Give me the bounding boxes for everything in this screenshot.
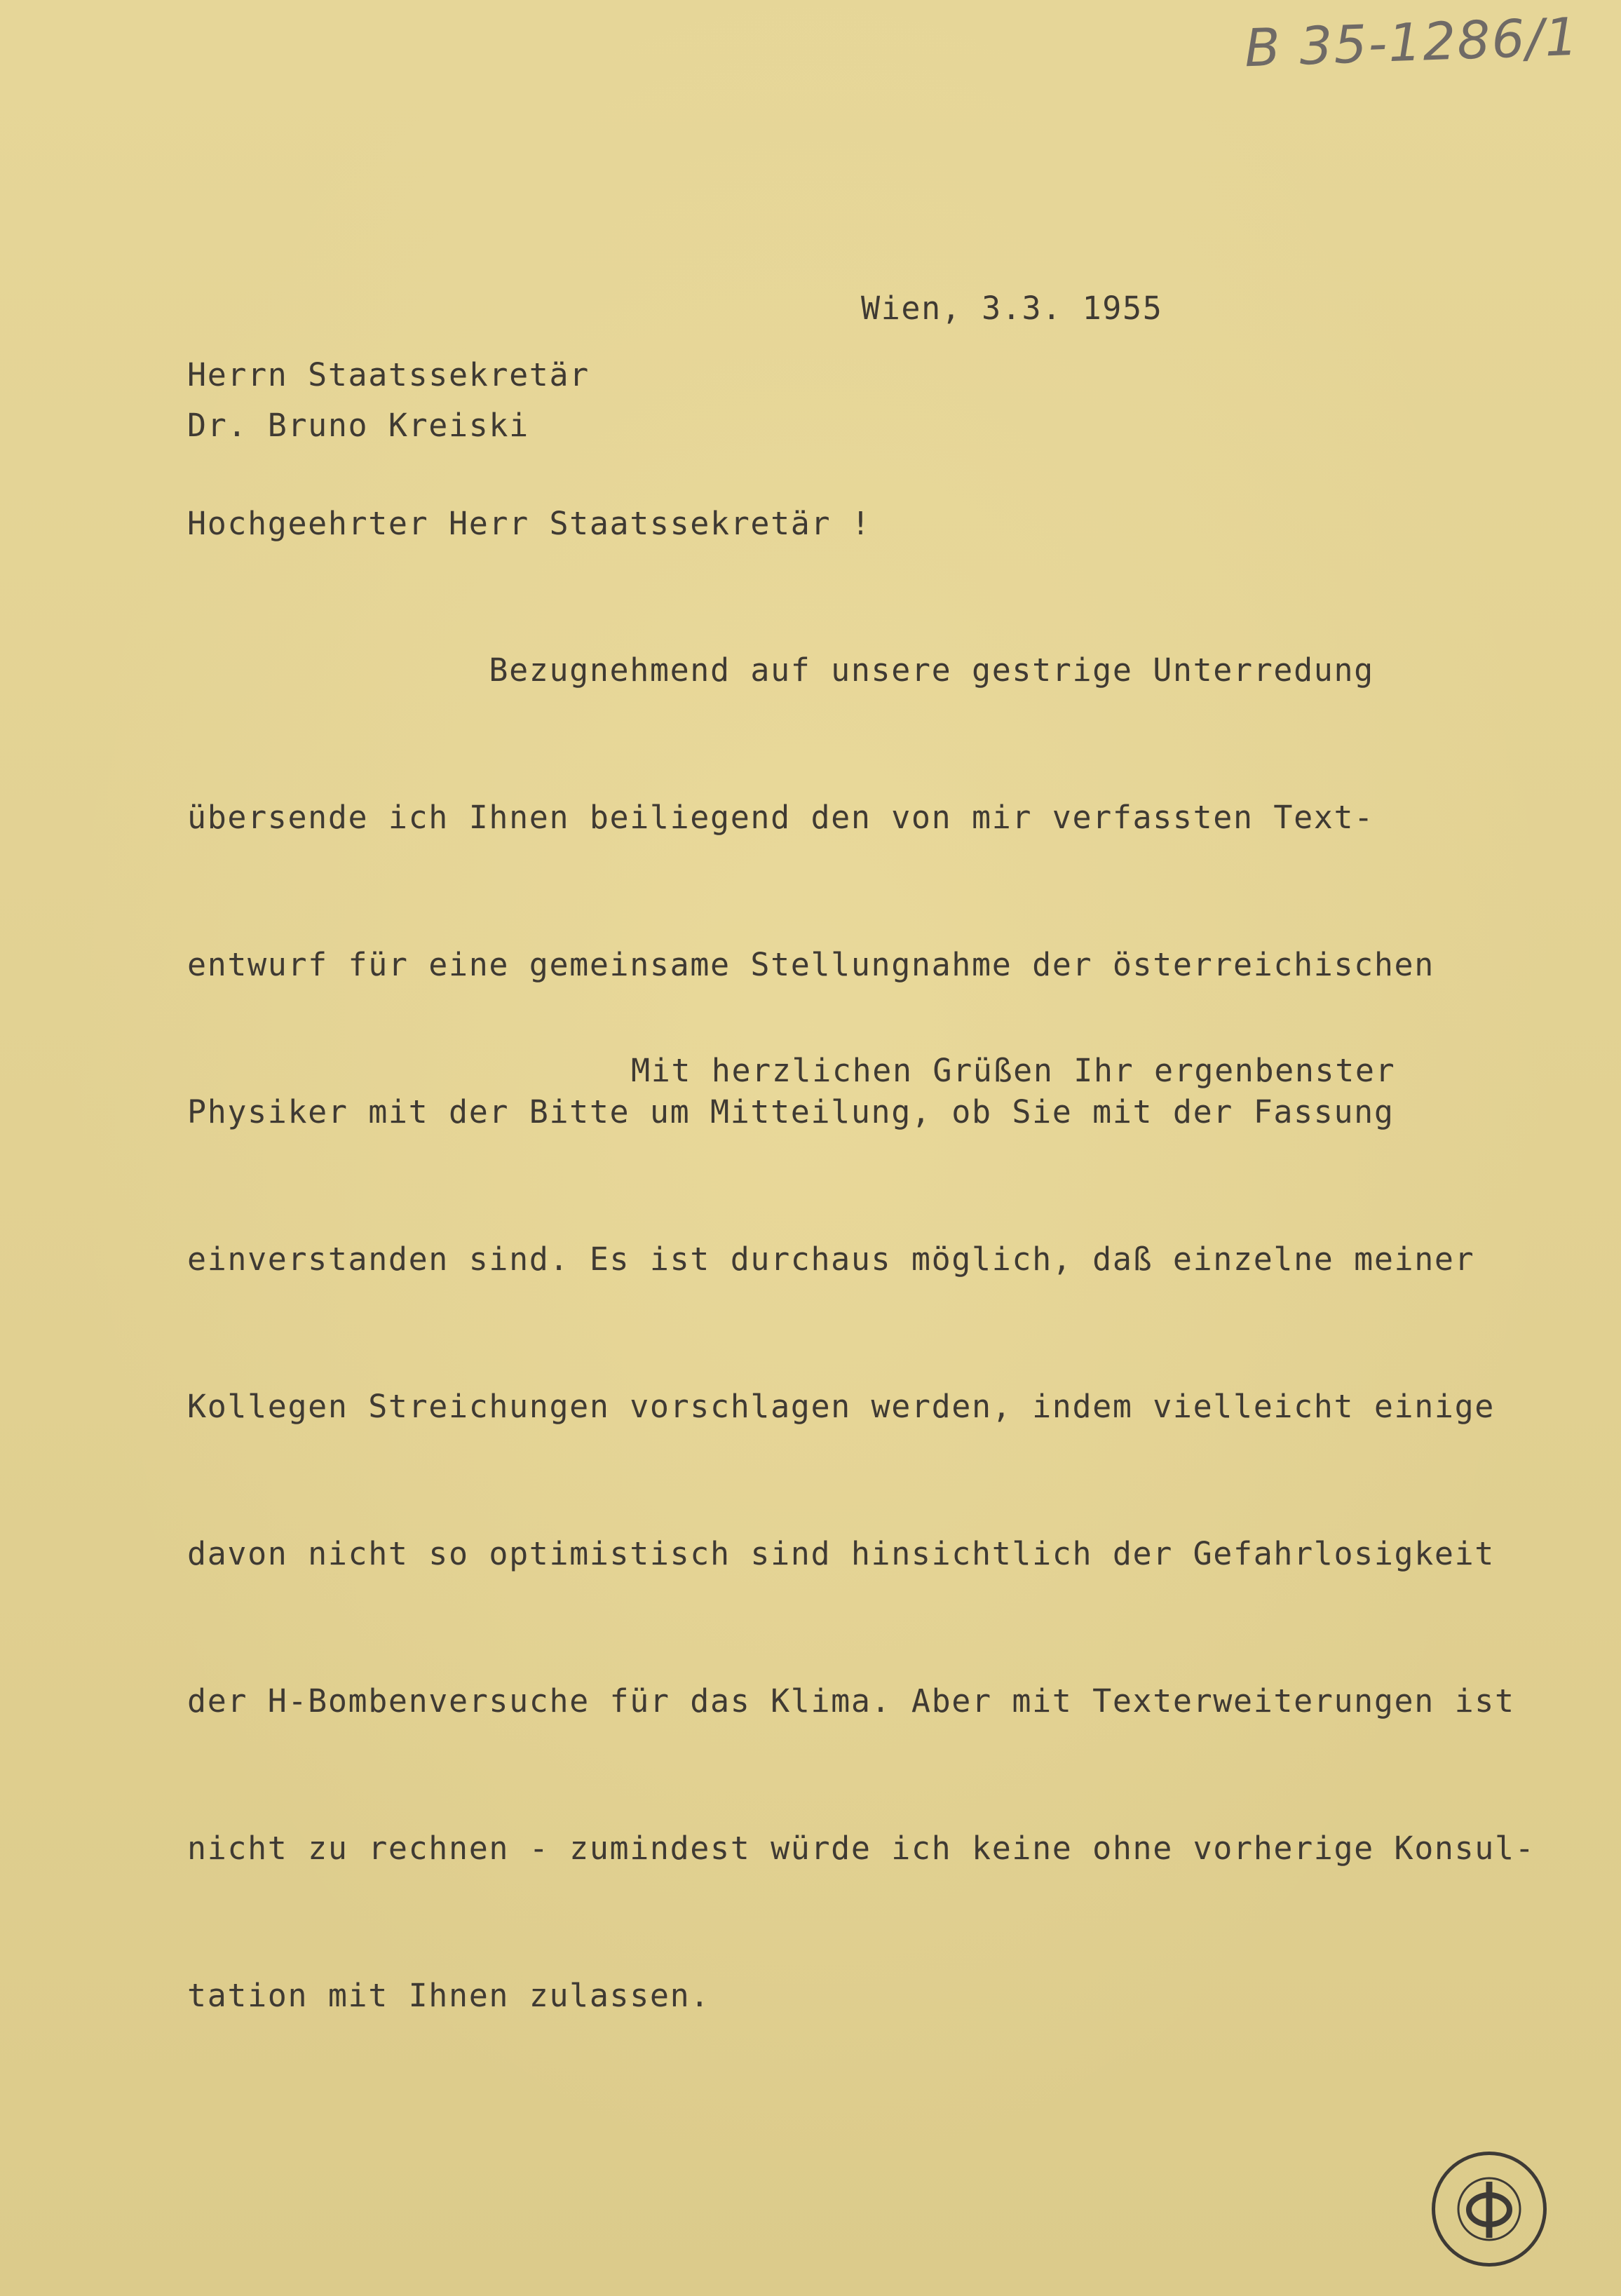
phi-logo-icon <box>1435 2155 1543 2263</box>
recipient-line-2: Dr. Bruno Kreiski <box>187 407 529 444</box>
body-line: davon nicht so optimistisch sind hinsichtlich der Gefahrlosigkeit <box>187 1535 1495 1572</box>
body-line: Physiker mit der Bitte um Mitteilung, ob Sie mit der Fassung <box>187 1093 1395 1130</box>
library-stamp <box>1432 2152 1547 2267</box>
body-line: Kollegen Streichungen vorschlagen werden, indem vielleicht einige <box>187 1388 1495 1425</box>
archive-number: B 35-1286/1 <box>1243 6 1580 79</box>
body-line: einverstanden sind. Es ist durchaus möglich, daß einzelne meiner <box>187 1241 1475 1278</box>
body-line: nicht zu rechnen - zumindest würde ich keine ohne vorherige Konsul- <box>187 1830 1535 1867</box>
salutation: Hochgeehrter Herr Staatssekretär ! <box>187 505 871 542</box>
closing: Mit herzlichen Grüßen Ihr ergenbenster <box>631 1052 1396 1089</box>
body-line: Bezugnehmend auf unsere gestrige Unterredung <box>187 651 1374 689</box>
body-line: tation mit Ihnen zulassen. <box>187 1977 710 2014</box>
body-line: entwurf für eine gemeinsame Stellungnahme der österreichischen <box>187 946 1435 983</box>
letter-date: Wien, 3.3. 1955 <box>861 290 1163 327</box>
recipient-line-1: Herrn Staatssekretär <box>187 356 590 393</box>
body-line: der H-Bombenversuche für das Klima. Aber mit Texterweiterungen ist <box>187 1682 1515 1720</box>
body-line: übersende ich Ihnen beiliegend den von mir verfassten Text- <box>187 799 1374 836</box>
letter-body <box>187 548 1535 2119</box>
